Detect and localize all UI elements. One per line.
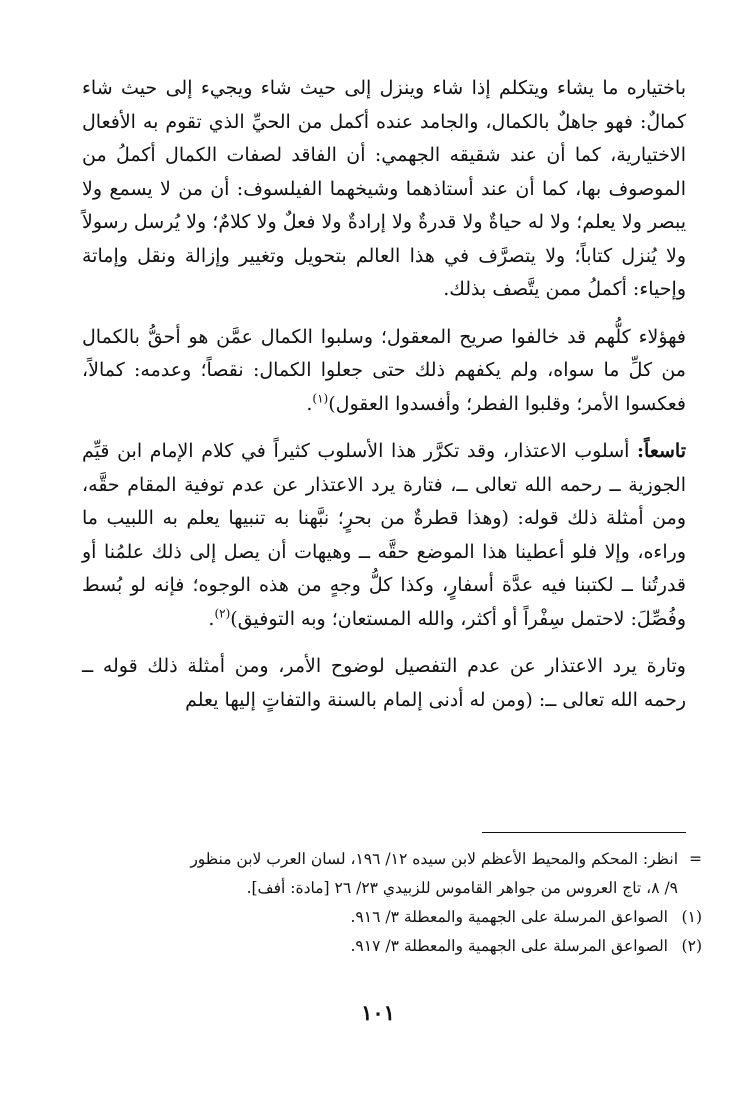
footnote-1-number: (١) (681, 908, 702, 926)
continuation-text-2: ٩/ ٨، تاج العروس من جواهر القاموس للزبيدي ٢٣/ ٢٦ [مادة: أفف]. (246, 879, 678, 897)
footnote-2 (82, 932, 702, 961)
paragraph-4-text: وتارة يرد الاعتذار عن عدم التفصيل لوضوح الأمر، ومن أمثلة ذلك قوله ــ رحمه الله تعالى ــ: (ومن له أدنى إلمام بالسنة والتفاتٍ إليها يعلم (82, 655, 686, 711)
footnote-2-number: (٢) (681, 937, 702, 955)
paragraph-3-heading: تاسعاً: (637, 440, 686, 462)
paragraph-1-text: باختياره ما يشاء ويتكلم إذا شاء وينزل إلى حيث شاء ويجيء إلى حيث شاء كمالٌ: فهو جاهلٌ بالكمال، والجامد عنده أكمل من الحيِّ الذي تقوم به الأفعال الاختيارية، كما أن عند شقيقه الجهمي: أن الفاقد لصفات الكمال أكملُ من الموصوف بها، كما أن عند أستاذهما وشيخهما الفيلسوف: أن من لا يسمع ولا يبصر ولا يعلم؛ ولا له حياةٌ ولا قدرةٌ ولا إرادةٌ ولا فعلٌ ولا كلامٌ؛ ولا يُرسل رسولاً ولا يُنزل كتاباً؛ ولا يتصرَّف في هذا العالم بتحويل وتغيير وإزالة ونقل وإماتة وإحياء: أكملُ ممن يتَّصف بذلك. (82, 77, 686, 300)
footnote-ref-1[interactable]: (١) (312, 391, 329, 406)
footnote-1-text: الصواعق المرسلة على الجهمية والمعطلة ٣/ ٩١٦. (350, 908, 668, 926)
footnote-2-text: الصواعق المرسلة على الجهمية والمعطلة ٣/ ٩١٧. (350, 937, 668, 955)
paragraph-3: تاسعاً: أسلوب الاعتذار، وقد تكرَّر هذا الأسلوب كثيراً في كلام الإمام ابن قيِّم الجوزية ــ رحمه الله تعالى ــ، فتارة يرد الاعتذار عن عدم توفية المقام حقَّه، ومن أمثلة ذلك قوله: (وهذا قطرةٌ من بحرٍ؛ نبَّهنا به تنبيها يعلم به اللبيب ما وراءه، وإلا فلو أعطينا هذا الموضع حقَّه ــ وهيهات أن يصل إلى ذلك علمُنا أو قدرتُنا ــ لكتبنا فيه عدَّة أسفارٍ، وكذا كلُّ وجهٍ من هذه الوجوه؛ فإنه لو بُسط وفُصِّلَ: لاحتمل سِفْراً أو أكثر، والله المستعان؛ وبه التوفيق)$^{(٢)}$. (82, 440, 686, 630)
paragraph-2: فهؤلاء كلُّهم قد خالفوا صريح المعقول؛ وسلبوا الكمال عمَّن هو أحقُّ بالكمال من كلِّ ما سواه، ولم يكفهم ذلك حتى جعلوا الكمال: نقصاً؛ وعدمه: كمالاً، فعكسوا الأمر؛ وقلبوا الفطر؛ وأفسدوا العقول)$^{(١)}$. (82, 325, 686, 415)
paragraph-3-text: أسلوب الاعتذار، وقد تكرَّر هذا الأسلوب كثيراً في كلام الإمام ابن قيِّم الجوزية ــ رحمه الله تعالى ــ، فتارة يرد الاعتذار عن عدم توفية المقام حقَّه، ومن أمثلة ذلك قوله: (وهذا قطرةٌ من بحرٍ؛ نبَّهنا به تنبيها يعلم به اللبيب ما وراءه، وإلا فلو أعطينا هذا الموضع حقَّه ــ وهيهات أن يصل إلى ذلك علمُنا أو قدرتُنا ــ لكتبنا فيه عدَّة أسفارٍ، وكذا كلُّ وجهٍ من هذه الوجوه؛ فإنه لو بُسط وفُصِّلَ: لاحتمل سِفْراً أو أكثر، والله المستعان؛ وبه التوفيق) (82, 440, 686, 630)
paragraph-4 (82, 650, 686, 717)
footnote-separator (482, 832, 686, 833)
footnotes (82, 845, 702, 961)
footnote-continuation-line-2 (82, 874, 702, 903)
main-text (82, 72, 686, 717)
continuation-mark: = (689, 850, 702, 868)
page-number: ١٠١ (361, 1000, 395, 1025)
footnote-1 (82, 903, 702, 932)
footnote-ref-2[interactable]: (٢) (214, 606, 231, 621)
paragraph-2-text: فهؤلاء كلُّهم قد خالفوا صريح المعقول؛ وسلبوا الكمال عمَّن هو أحقُّ بالكمال من كلِّ ما سواه، ولم يكفهم ذلك حتى جعلوا الكمال: نقصاً؛ وعدمه: كمالاً، فعكسوا الأمر؛ وقلبوا الفطر؛ وأفسدوا العقول) (82, 325, 686, 415)
continuation-text-1: انظر: المحكم والمحيط الأعظم لابن سيده ١٢/ ١٩٦، لسان العرب لابن منظور (190, 850, 678, 868)
paragraph-1 (82, 72, 686, 307)
footnote-continuation-line-1 (82, 845, 702, 874)
